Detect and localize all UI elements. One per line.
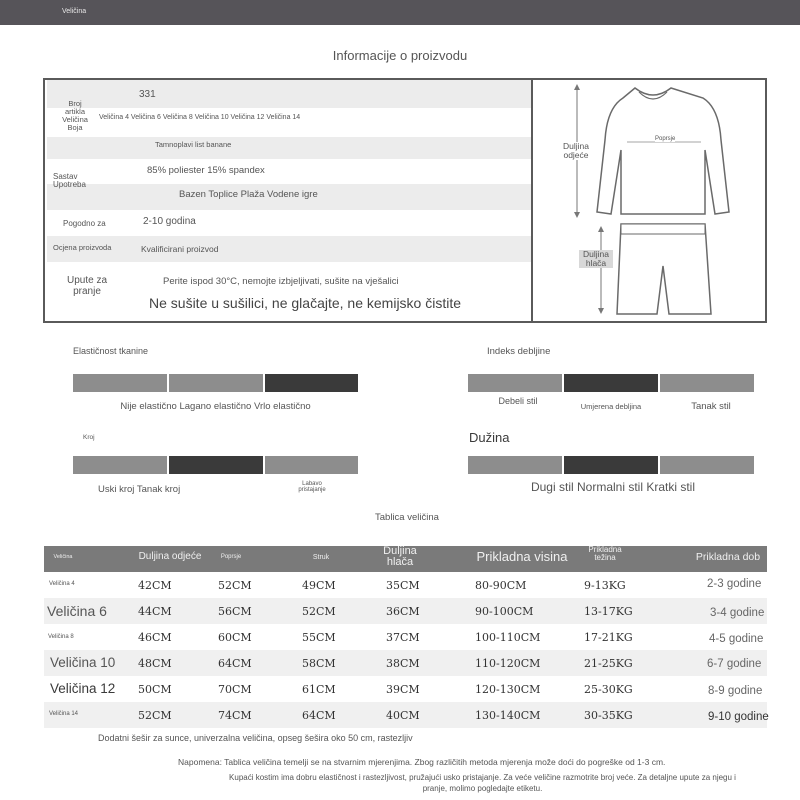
product-info-table (45, 80, 533, 321)
chest-label: Poprsje (655, 136, 676, 142)
fit-option-1 (73, 456, 167, 474)
wash-label: Upute za pranje (66, 275, 108, 297)
elasticity-caption: Nije elastično Lagano elastično Vrlo elastično (120, 401, 311, 412)
elasticity-option-3-selected (265, 374, 358, 392)
elasticity-label: Elastičnost tkanine (73, 346, 149, 356)
composition-value: 85% poliester 15% spandex (147, 165, 265, 176)
suitable-value: 2-10 godina (143, 216, 196, 227)
rating-label: Ocjena proizvoda (53, 243, 112, 252)
top-bar (0, 0, 800, 25)
composition-use-labels: Sastav Upotreba (53, 172, 86, 190)
header-length: Duljina odjeće (138, 551, 202, 562)
garment-diagram (535, 80, 765, 321)
thickness-option-2-selected (564, 374, 658, 392)
length-option-3 (660, 456, 754, 474)
thickness-caption-2: Umjerena debljina (580, 402, 642, 411)
header-size: Veličina (53, 554, 73, 560)
table-row: Veličina 14 52CM 74CM 64CM 40CM 130-140CM 30-35KG 9-10 godine (44, 702, 767, 728)
header-weight: Prikladna težina (588, 545, 622, 562)
row-size: Veličina 10 (50, 655, 116, 670)
color-value: Tamnoplavi list banane (155, 140, 232, 149)
note-line-3: pranje, molimo pogledajte etiketu. (422, 784, 543, 793)
size-table-caption: Tablica veličina (375, 512, 439, 523)
row-size: Veličina 12 (50, 681, 116, 696)
table-row: Veličina 4 42CM 52CM 49CM 35CM 80-90CM 9-13KG 2-3 godine (49, 578, 762, 592)
pants-length-label: Duljina hlača (579, 250, 613, 268)
row-size: Veličina 6 (47, 603, 107, 619)
note-line-1: Napomena: Tablica veličina temelji se na stvarnim mjerenjima. Zbog različitih metoda mjerenja može doći do pogreške od 1-3 cm. (178, 757, 666, 767)
wash-line-1: Perite ispod 30°C, nemojte izbjeljivati, sušite na vješalici (163, 276, 399, 287)
thickness-scale (468, 374, 754, 392)
wash-line-2: Ne sušite u sušilici, ne glačajte, ne kemijsko čistite (149, 295, 462, 311)
thickness-caption-3: Tanak stil (691, 401, 731, 412)
size-table-header (44, 546, 767, 572)
thickness-label: Indeks debljine (487, 346, 551, 357)
row-size: Veličina 4 (49, 581, 75, 587)
elasticity-scale (73, 374, 358, 392)
fit-option-3 (265, 456, 358, 474)
row-age: 8-9 godine (708, 685, 763, 697)
article-number: 331 (139, 89, 156, 100)
length-scale (468, 456, 754, 474)
table-row: Veličina 10 48CM 64CM 58CM 38CM 110-120CM 21-25KG 6-7 godine (44, 650, 767, 676)
fit-scale (73, 456, 358, 474)
sizes-value: Veličina 4 Veličina 6 Veličina 8 Veličina 10 Veličina 12 Veličina 14 (99, 114, 301, 121)
header-chest: Poprsje (220, 554, 242, 560)
row-age: 2-3 godine (707, 578, 762, 590)
elasticity-option-1 (73, 374, 167, 392)
length-label: Dužina (469, 430, 510, 445)
table-row: Veličina 6 44CM 56CM 52CM 36CM 90-100CM 13-17KG 3-4 godine (44, 598, 767, 624)
length-option-2-selected (564, 456, 658, 474)
thickness-option-3 (660, 374, 754, 392)
table-row: Veličina 12 50CM 70CM 61CM 39CM 120-130CM 25-30KG 8-9 godine (50, 681, 763, 697)
top-bar-label: Veličina (62, 8, 87, 15)
row-age: 6-7 godine (707, 658, 762, 670)
header-age: Prikladna dob (695, 551, 761, 563)
row-age: 4-5 godine (709, 633, 764, 645)
length-caption: Dugi stil Normalni stil Kratki stil (530, 480, 696, 494)
row-size: Veličina 8 (48, 634, 74, 640)
fit-caption: Uski kroj Tanak kroj (98, 484, 181, 495)
table-row: Veličina 8 46CM 60CM 55CM 37CM 100-110CM 17-21KG 4-5 godine (48, 631, 764, 645)
row-age: 9-10 godine (708, 711, 769, 723)
header-height: Prikladna visina (476, 549, 568, 564)
header-waist: Struk (312, 554, 330, 561)
fit-label: Kroj (83, 434, 95, 441)
use-value: Bazen Toplice Plaža Vodene igre (179, 189, 318, 200)
header-pants: Duljina hlača (383, 545, 417, 568)
garment-length-label: Duljina odjeće (559, 142, 593, 160)
length-option-1 (468, 456, 562, 474)
fit-loose-caption: Labavo pristajanje (298, 481, 326, 494)
rating-value: Kvalificirani proizvod (141, 244, 219, 254)
article-labels: Broj artikla Veličina Boja (62, 99, 88, 132)
elasticity-option-2 (169, 374, 263, 392)
thickness-caption-1: Debeli stil (498, 396, 538, 406)
note-line-2: Kupaći kostim ima dobru elastičnost i rastezljivost, pružajući usko pristajanje. Za veće veličine razmotrite broj veće. Za detaljne upute za njegu i (229, 773, 736, 782)
hat-note: Dodatni šešir za sunce, univerzalna veličina, opseg šešira oko 50 cm, rastezljiv (98, 733, 413, 743)
row-age: 3-4 godine (710, 607, 765, 619)
product-info-box (43, 78, 767, 323)
garment-outline-illustration (535, 80, 765, 321)
suitable-label: Pogodno za (63, 219, 106, 228)
fit-option-2-selected (169, 456, 263, 474)
row-size: Veličina 14 (49, 711, 79, 717)
thickness-option-1 (468, 374, 562, 392)
page-title: Informacije o proizvodu (332, 48, 468, 63)
